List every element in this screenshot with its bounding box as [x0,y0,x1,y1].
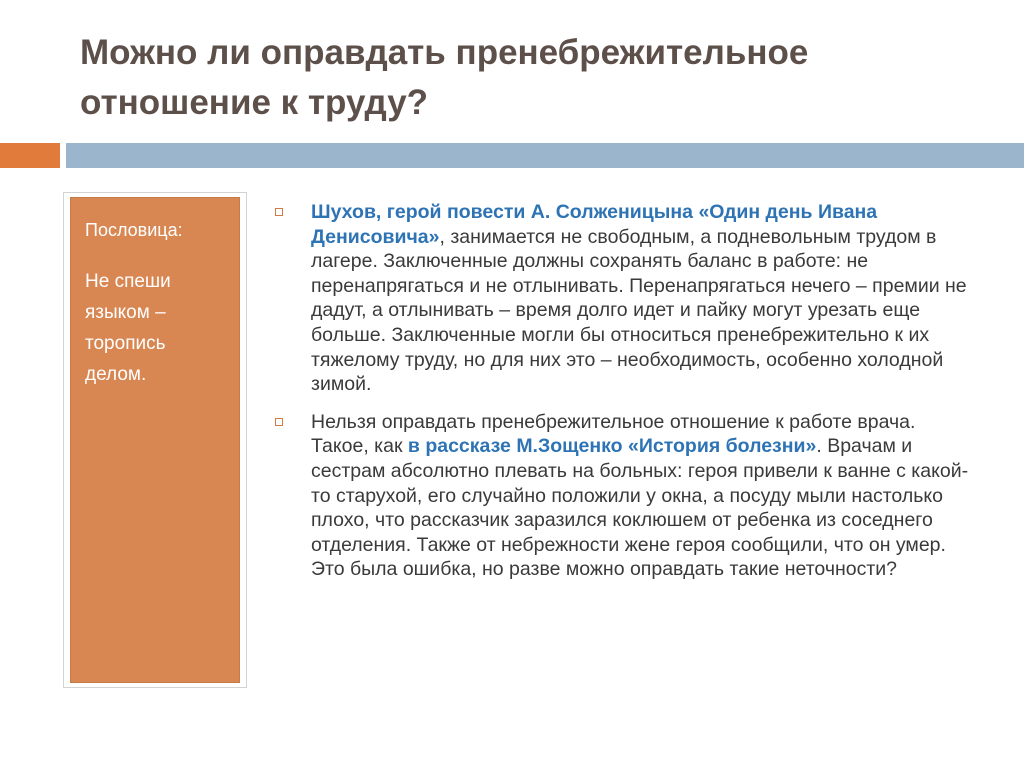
slide-title-line-2: отношение к труду? [80,83,429,122]
bullet-text-after: . Врачам и сестрам абсолютно плевать на больных: героя привели к ванне с какой-то старухой, его случайно положили у окна, а посуду мыли настолько плохо, что рассказчик заразился коклюшем от ребенка из соседнего отделения. Также от небрежности жене героя сообщили, что он умер. Это была ошибка, но разве можно оправдать такие неточности? [311,435,969,581]
bullet-list [273,200,973,595]
slide-title-line-1: Можно ли оправдать пренебрежительное [80,33,809,72]
square-bullet-icon [275,208,283,216]
proverb-label: Пословица: [85,220,183,240]
accent-bar-orange [0,143,60,168]
proverb-line: языком – [85,302,166,323]
slide-title [80,28,980,128]
bullet-text-before: Нельзя оправдать пренебрежительное отношение к работе врача. Такое, как [311,410,916,458]
square-bullet-icon [275,418,283,426]
proverb-text [85,266,225,390]
bullet-highlight: Шухов, герой повести А. Солженицына «Один день Ивана Денисовича» [311,201,878,248]
bullet-text: , занимается не свободным, а подневольным трудом в лагере. Заключенные должны сохранять баланс в работе: не перенапрягаться и не отлынивать. Перенапрягаться нечего – премии не дадут, а отлынивать – время долго идет и пайку могут урезать еще больше. Заключенные могли бы относиться пренебрежительно к их тяжелому труду, но для них это – необходимость, особенно холодной зимой. [311,225,967,396]
bullet-item-shukhov [273,200,973,397]
proverb-line: торопись [85,333,166,354]
proverb-line: Не спеши [85,271,171,292]
bullet-highlight: в рассказе М.Зощенко «История болезни» [407,435,817,458]
proverb-line: делом. [85,364,147,385]
proverb-sidebar [70,197,240,683]
accent-bar-blue [66,143,1024,168]
bullet-item-zoshchenko [273,410,973,582]
